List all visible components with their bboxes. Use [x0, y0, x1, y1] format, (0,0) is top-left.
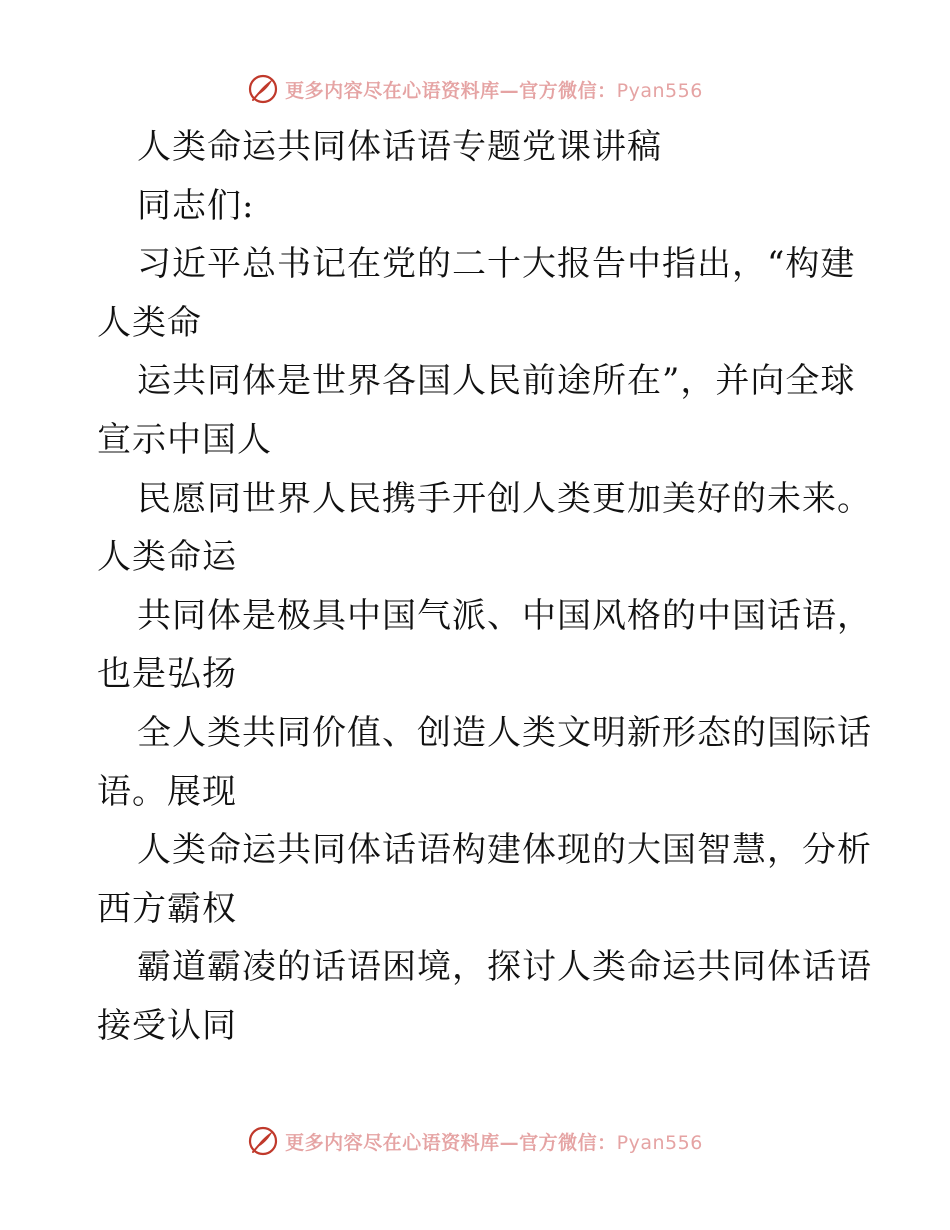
text-line: 运共同体是世界各国人民前途所在”，并向全球 [137, 361, 856, 402]
text-line: 人类命运 [97, 537, 237, 578]
text-line: 也是弘扬 [97, 654, 237, 695]
text-line: 全人类共同价值、创造人类文明新形态的国际话 [137, 712, 872, 753]
salutation: 同志们: [137, 185, 255, 226]
text-line: 人类命 [97, 302, 202, 343]
watermark-text: 更多内容尽在心语资料库—官方微信：Pyan556 [285, 79, 703, 102]
document-body [97, 118, 872, 1056]
text-line: 宣示中国人 [97, 419, 272, 460]
footer-watermark [0, 1123, 950, 1159]
text-line: 语。展现 [97, 771, 237, 812]
feather-logo-icon [247, 1125, 279, 1157]
text-line: 接受认同 [97, 1005, 237, 1046]
feather-logo-icon [247, 73, 279, 105]
text-line: 霸道霸凌的话语困境，探讨人类命运共同体话语 [137, 947, 872, 988]
text-line: 西方霸权 [97, 888, 237, 929]
document-title: 人类命运共同体话语专题党课讲稿 [137, 127, 662, 167]
text-line: 民愿同世界人民携手开创人类更加美好的未来。 [137, 478, 872, 519]
header-watermark [0, 71, 950, 107]
text-line: 人类命运共同体话语构建体现的大国智慧，分析 [137, 830, 872, 871]
text-line: 共同体是极具中国气派、中国风格的中国话语， [137, 595, 872, 636]
text-line: 习近平总书记在党的二十大报告中指出，“构建 [137, 244, 856, 285]
watermark-text: 更多内容尽在心语资料库—官方微信：Pyan556 [285, 1131, 703, 1154]
